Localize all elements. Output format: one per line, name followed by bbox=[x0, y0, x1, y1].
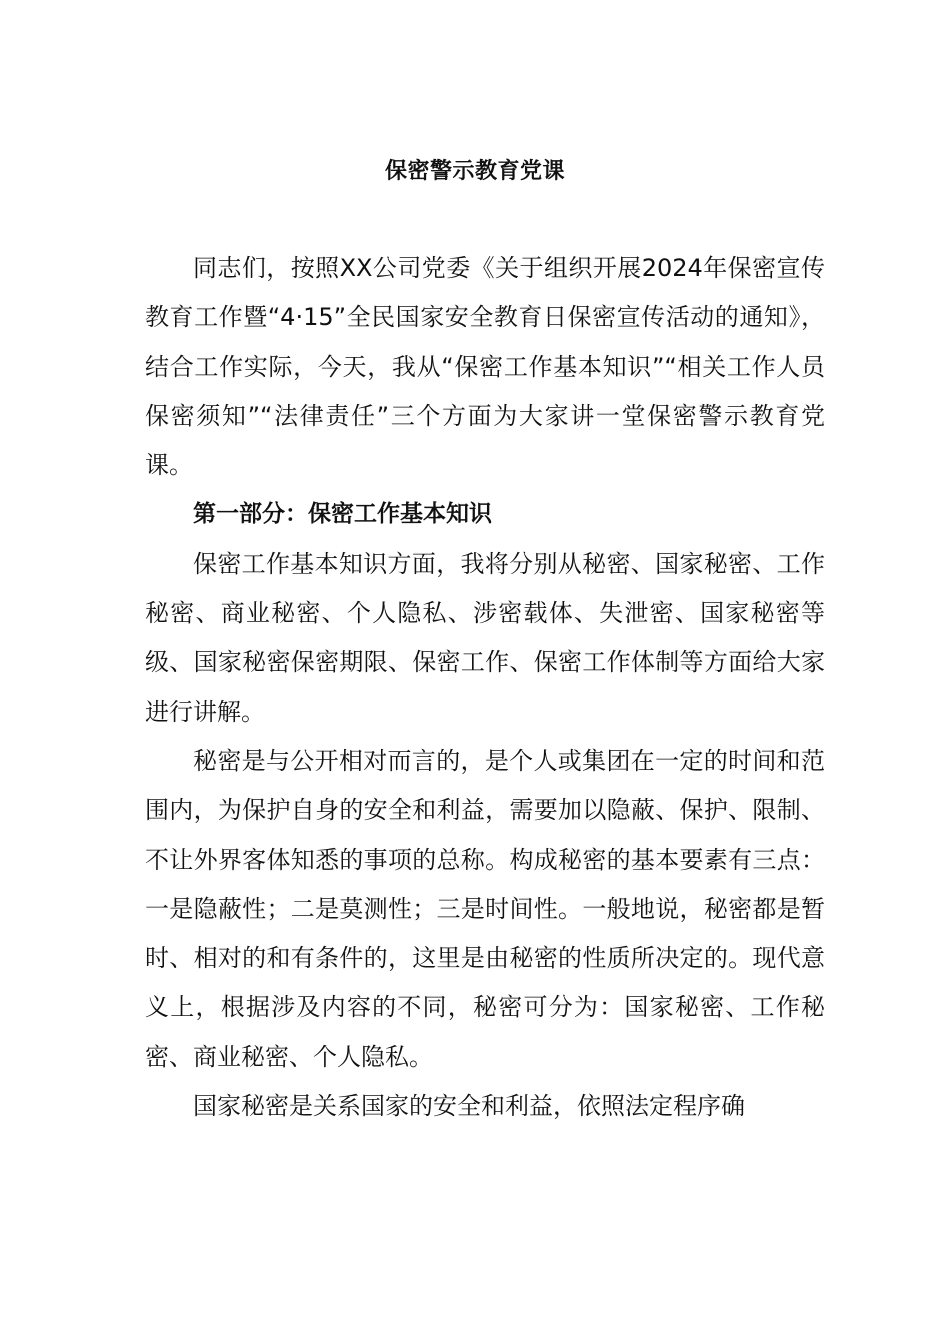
paragraph-basic-knowledge: 保密工作基本知识方面，我将分别从秘密、国家秘密、工作秘密、商业秘密、个人隐私、涉密载体、失泄密、国家秘密等级、国家秘密保密期限、保密工作、保密工作体制等方面给大家进行讲解。 bbox=[145, 549, 825, 726]
document-body bbox=[145, 244, 825, 1131]
paragraph-intro: 同志们，按照XX公司党委《关于组织开展2024年保密宣传教育工作暨“4·15”全民国家安全教育日保密宣传活动的通知》，结合工作实际，今天，我从“保密工作基本知识”“相关工作人员保密须知”“法律责任”三个方面为大家讲一堂保密警示教育党课。 bbox=[145, 254, 825, 480]
document-title: 保密警示教育党课 bbox=[384, 159, 565, 184]
section-heading-part-one: 第一部分：保密工作基本知识 bbox=[193, 501, 492, 528]
paragraph-state-secret: 国家秘密是关系国家的安全和利益，依照法定程序确 bbox=[193, 1092, 745, 1121]
paragraph-secret-definition: 秘密是与公开相对而言的，是个人或集团在一定的时间和范围内，为保护自身的安全和利益，需要加以隐蔽、保护、限制、不让外界客体知悉的事项的总称。构成秘密的基本要素有三点：一是隐蔽性；二是莫测性；三是时间性。一般地说，秘密都是暂时、相对的和有条件的，这里是由秘密的性质所决定的。现代意义上，根据涉及内容的不同，秘密可分为：国家秘密、工作秘密、商业秘密、个人隐私。 bbox=[145, 746, 825, 1071]
